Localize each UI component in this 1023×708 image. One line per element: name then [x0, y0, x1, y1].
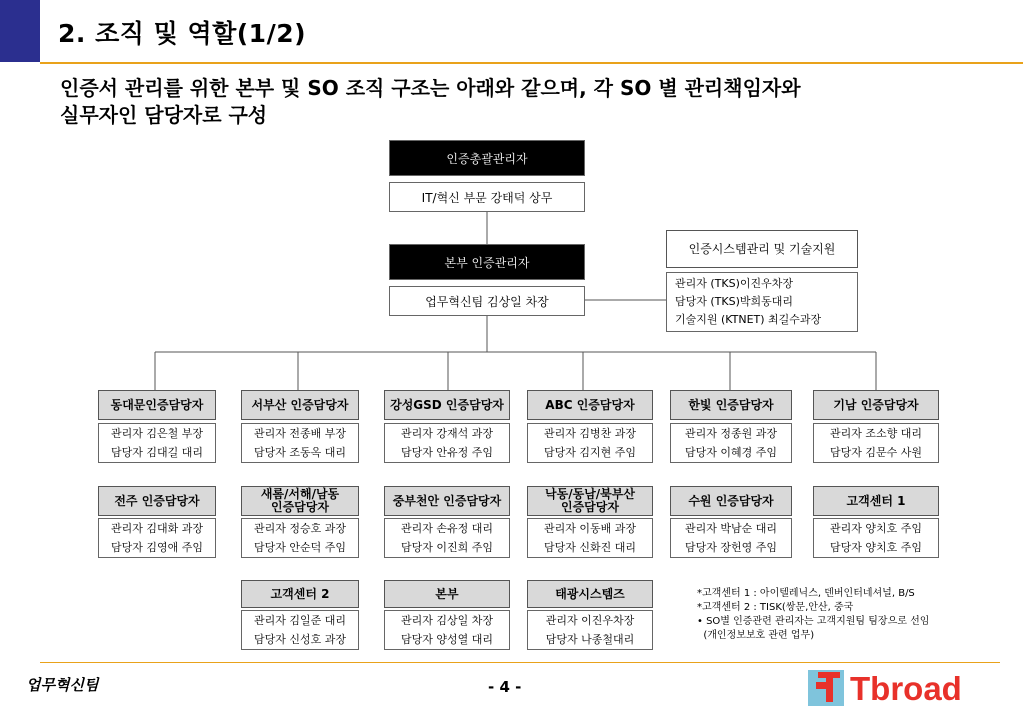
so-body	[670, 423, 792, 463]
so-line: 담당자 김문수 사원	[829, 446, 922, 459]
so-header: 태광시스템즈	[527, 580, 653, 608]
so-body	[813, 423, 939, 463]
system-support-body	[666, 272, 858, 332]
so-line: 담당자 신화진 대리	[543, 541, 636, 554]
so-line: 관리자 손유정 대리	[400, 522, 493, 535]
so-line: 담당자 김영애 주임	[110, 541, 203, 554]
footnote-line: • SO별 인증관련 관리자는 고객지원팀 팀장으로 선임	[697, 616, 930, 627]
footnote-line: *고객센터 2 : TISK(쌍문,안산, 중국	[697, 602, 854, 613]
subtitle-line-1: 인증서 관리를 위한 본부 및 SO 조직 구조는 아래와 같으며, 각 SO 별 관리책임자와	[60, 76, 801, 100]
so-line: 관리자 김대화 과장	[110, 522, 203, 535]
so-line: 관리자 전종배 부장	[253, 427, 346, 440]
so-header: 낙동/동남/북부산 인증담당자	[527, 486, 653, 516]
so-body	[98, 423, 216, 463]
so-line: 관리자 이동배 과장	[543, 522, 636, 535]
so-body	[241, 423, 359, 463]
so-header: 중부천안 인증담당자	[384, 486, 510, 516]
so-line: 관리자 김병찬 과장	[543, 427, 636, 440]
page-number: - 4 -	[488, 678, 522, 696]
so-line: 관리자 양치호 주임	[829, 522, 922, 535]
so-header: 본부	[384, 580, 510, 608]
so-line: 담당자 김대길 대리	[110, 446, 203, 459]
subtitle-line-2: 실무자인 담당자로 구성	[60, 103, 268, 127]
system-support-line: 기술지원 (KTNET) 최길수과장	[675, 313, 822, 326]
so-line: 관리자 박남순 대리	[684, 522, 777, 535]
footer-team-name: 업무혁신팀	[26, 676, 99, 694]
so-line: 담당자 장헌영 주임	[684, 541, 777, 554]
so-body	[527, 518, 653, 558]
logo-wordmark: Tbroad	[850, 670, 962, 706]
footnote-line: *고객센터 1 : 아이텔레닉스, 덴버인터네셔널, B/S	[697, 588, 915, 599]
so-body	[527, 423, 653, 463]
hq-manager-header: 본부 인증관리자	[389, 244, 585, 280]
so-body	[384, 518, 510, 558]
system-support-line: 담당자 (TKS)박희동대리	[675, 295, 794, 308]
footnotes	[697, 587, 929, 643]
so-body	[241, 518, 359, 558]
chief-header: 인증총괄관리자	[389, 140, 585, 176]
so-header: 수원 인증담당자	[670, 486, 792, 516]
so-body	[98, 518, 216, 558]
so-line: 담당자 양성열 대리	[400, 633, 493, 646]
so-header: 새롬/서해/남동 인증담당자	[241, 486, 359, 516]
so-line: 관리자 김일준 대리	[253, 614, 346, 627]
so-line: 관리자 김은철 부장	[110, 427, 203, 440]
so-header: 고객센터 2	[241, 580, 359, 608]
so-line: 담당자 이진희 주임	[400, 541, 493, 554]
so-line: 관리자 이진우차장	[545, 614, 635, 627]
so-line: 관리자 김상일 차장	[400, 614, 493, 627]
footnote-line: (개인정보보호 관련 업무)	[697, 630, 815, 641]
so-header: 서부산 인증담당자	[241, 390, 359, 420]
so-line: 담당자 김지현 주임	[543, 446, 636, 459]
so-line: 관리자 조소향 대리	[829, 427, 922, 440]
so-header: 전주 인증담당자	[98, 486, 216, 516]
so-body	[670, 518, 792, 558]
chief-body: IT/혁신 부문 강태덕 상무	[389, 182, 585, 212]
so-header: 강성GSD 인증담당자	[384, 390, 510, 420]
so-line: 담당자 안유정 주임	[400, 446, 493, 459]
so-line: 담당자 조동옥 대리	[253, 446, 346, 459]
so-body	[813, 518, 939, 558]
so-line: 담당자 안순덕 주임	[253, 541, 346, 554]
so-header: 동대문인증담당자	[98, 390, 216, 420]
so-line: 담당자 신성호 과장	[253, 633, 346, 646]
so-header: ABC 인증담당자	[527, 390, 653, 420]
so-header: 기남 인증담당자	[813, 390, 939, 420]
so-body	[384, 610, 510, 650]
so-line: 관리자 강재석 과장	[400, 427, 493, 440]
so-line: 담당자 나종철대리	[545, 633, 635, 646]
system-support-line: 관리자 (TKS)이진우차장	[675, 277, 794, 290]
so-line: 관리자 정승호 과장	[253, 522, 346, 535]
system-support-header: 인증시스템관리 및 기술지원	[666, 230, 858, 268]
tbroad-logo	[808, 670, 1003, 706]
so-header: 한빛 인증담당자	[670, 390, 792, 420]
so-line: 담당자 이혜경 주임	[684, 446, 777, 459]
so-body	[241, 610, 359, 650]
so-body	[527, 610, 653, 650]
hq-manager-body: 업무혁신팀 김상일 차장	[389, 286, 585, 316]
so-line: 담당자 양치호 주임	[829, 541, 922, 554]
page-title: 2. 조직 및 역할(1/2)	[58, 19, 307, 48]
so-line: 관리자 정종원 과장	[684, 427, 777, 440]
footer-divider	[40, 662, 1000, 663]
so-header: 고객센터 1	[813, 486, 939, 516]
so-body	[384, 423, 510, 463]
